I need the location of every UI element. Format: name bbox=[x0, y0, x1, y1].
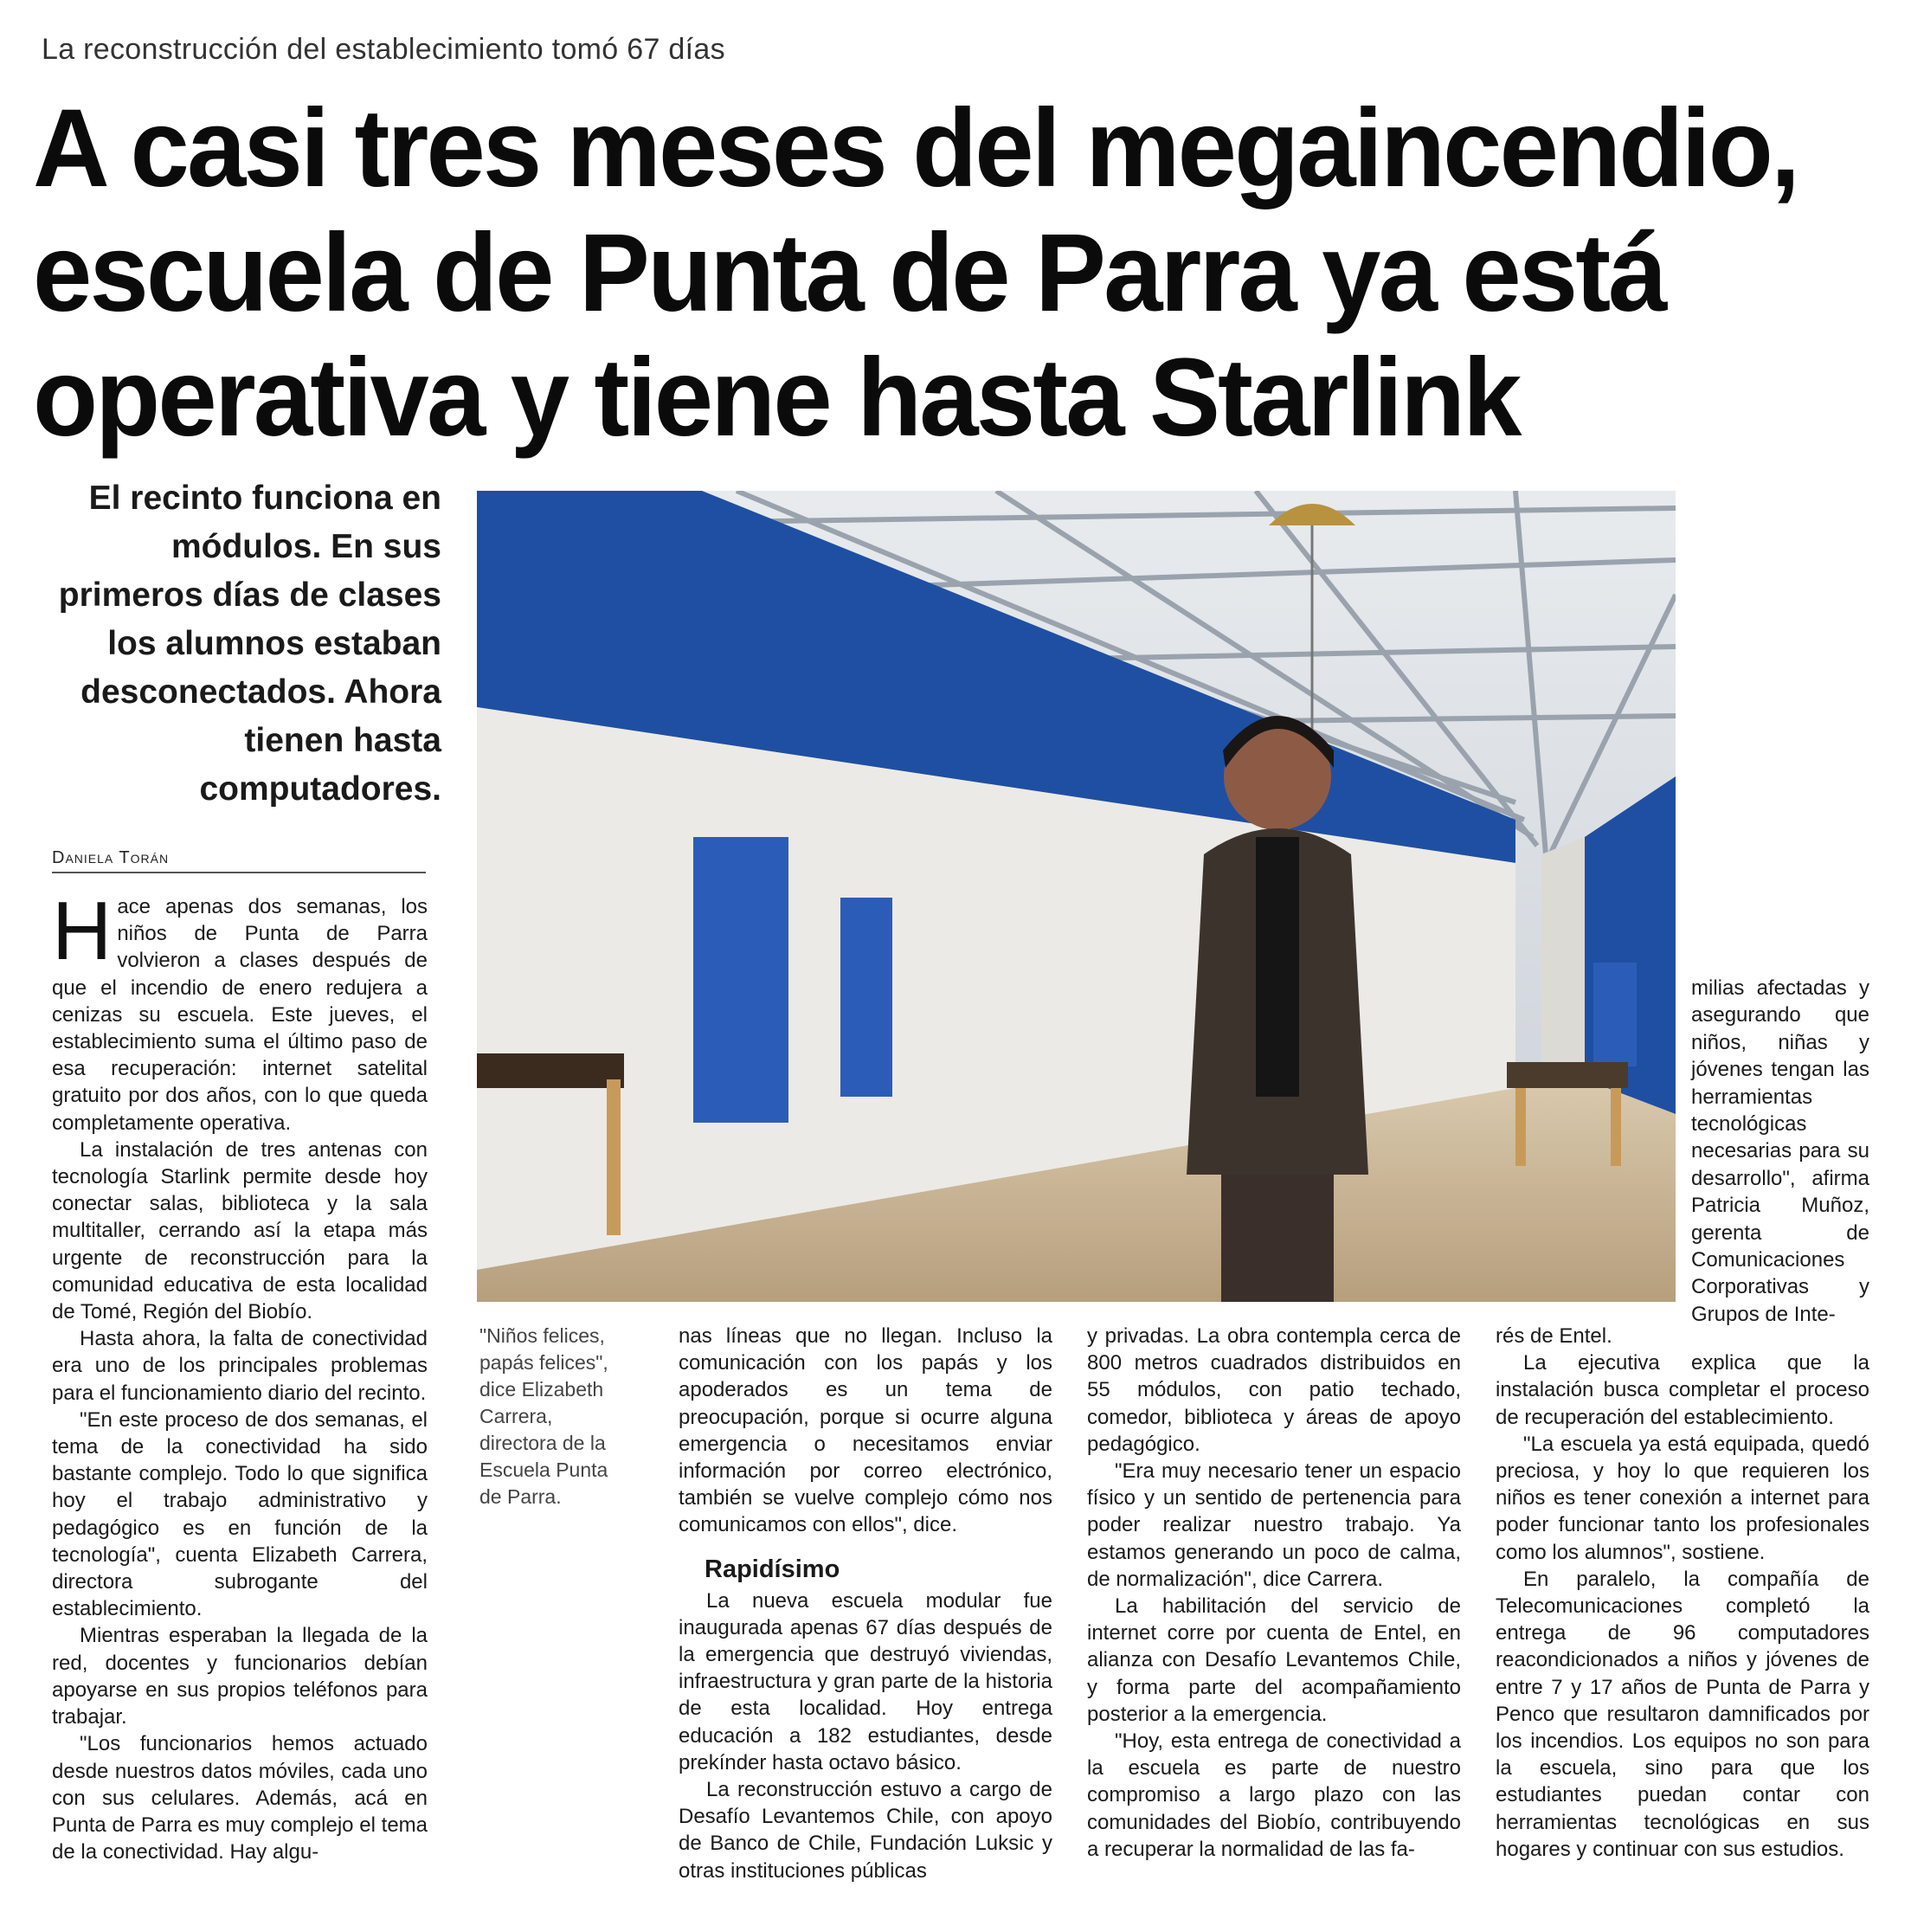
paragraph: rés de Entel. bbox=[1496, 1324, 1612, 1348]
deck-summary: El recinto funciona en módulos. En sus primeros días de clases los alumnos estaban desconectados. Ahora tienen hasta computadores. bbox=[58, 480, 441, 808]
paragraph: La nueva escuela modular fue inaugurada apenas 67 días después de la emergencia que destruyó viviendas, infraestructura y gran parte de la historia de esta localidad. Hoy entrega educación a 182 estudiantes, desde prekínder hasta octavo básico. bbox=[679, 1588, 1052, 1774]
article-column-2 bbox=[679, 1323, 1052, 1884]
paragraph: "Los funcionarios hemos actuado desde nuestros datos móviles, cada uno con sus celulares. Además, acá en Punta de Parra es muy complejo el tema de la conectividad. Hay algu- bbox=[52, 1732, 428, 1864]
paragraph: "Hoy, esta entrega de conectividad a la escuela es parte de nuestro compromiso a largo plazo con las comunidades del Biobío, contribuyendo a recuperar la normalidad de las fa- bbox=[1087, 1729, 1461, 1861]
kicker: La reconstrucción del establecimiento tomó 67 días bbox=[42, 33, 725, 66]
headline-line-2: escuela de Punta de Parra ya está bbox=[33, 211, 1665, 335]
headline-line-3: operativa y tiene hasta Starlink bbox=[33, 336, 1520, 460]
paragraph: nas líneas que no llegan. Incluso la comunicación con los papás y los apoderados es un tema de preocupación, porque si ocurre alguna emergencia o necesitamos enviar información por correo electrónico, también se vuelve complejo cómo nos comunicamos con ellos", dice. bbox=[679, 1324, 1052, 1537]
article-column-1 bbox=[52, 885, 428, 1865]
paragraph: La ejecutiva explica que la instalación busca completar el proceso de recuperación del establecimiento. bbox=[1496, 1351, 1869, 1429]
subheading: Rapidísimo bbox=[705, 1555, 840, 1583]
photo-school-hallway-icon bbox=[477, 491, 1676, 1302]
drop-cap: H bbox=[52, 885, 113, 977]
paragraph: En paralelo, la compañía de Telecomunicaciones completó la entrega de 96 computadores reacondicionados a niños y jóvenes de entre 7 y 17 años de Punta de Parra y Penco que resultaron damnificados por los incendios. Los equipos no son para la escuela, sino para que los estudiantes puedan contar con herramientas tecnológicas en sus hogares y continuar con sus estudios. bbox=[1496, 1567, 1869, 1861]
article-column-3 bbox=[1087, 1323, 1461, 1863]
headline bbox=[33, 87, 1811, 460]
paragraph: Hasta ahora, la falta de conectividad era uno de los principales problemas para el funcionamiento diario del recinto. bbox=[52, 1327, 428, 1405]
paragraph: "Era muy necesario tener un espacio físico y un sentido de pertenencia para poder realizar nuestro trabajo. Ya estamos generando un poco de calma, de normalización", dice Carrera. bbox=[1087, 1459, 1461, 1591]
paragraph: Mientras esperaban la llegada de la red, docentes y funcionarios debían apoyarse en sus propios teléfonos para trabajar. bbox=[52, 1624, 428, 1729]
paragraph: La habilitación del servicio de internet corre por cuenta de Entel, en alianza con Desafío Levantemos Chile, y forma parte del acompañamiento posterior a la emergencia. bbox=[1087, 1594, 1461, 1726]
paragraph: La instalación de tres antenas con tecnología Starlink permite desde hoy conectar salas, biblioteca y la sala multitaller, cerrando así la etapa más urgente de reconstrucción para la comunidad educativa de esta localidad de Tomé, Región del Biobío. bbox=[52, 1137, 428, 1324]
article-column-4-top bbox=[1691, 975, 1869, 1328]
paragraph: "La escuela ya está equipada, quedó preciosa, y hoy lo que requieren los niños es tener conexión a internet para poder funcionar tanto los profesionales como los alumnos", sostiene. bbox=[1496, 1432, 1869, 1564]
headline-line-1: A casi tres meses del megaincendio, bbox=[33, 87, 1798, 210]
photo-caption: "Niños felices, papás felices", dice Elizabeth Carrera, directora de la Escuela Punta de Parra. bbox=[479, 1324, 608, 1508]
paragraph: y privadas. La obra contempla cerca de 800 metros cuadrados distribuidos en 55 módulos, con patio techado, comedor, biblioteca y áreas de apoyo pedagógico. bbox=[1087, 1324, 1461, 1456]
article-column-4 bbox=[1496, 1323, 1869, 1863]
paragraph: "En este proceso de dos semanas, el tema de la conectividad ha sido bastante complejo. Todo lo que significa hoy el trabajo administrativo y pedagógico es en función de la tecnología", cuenta Elizabeth Carrera, directora subrogante del establecimiento. bbox=[52, 1407, 428, 1621]
paragraph: La reconstrucción estuvo a cargo de Desafío Levantemos Chile, con apoyo de Banco de Chile, Fundación Luksic y otras instituciones públicas bbox=[679, 1778, 1052, 1883]
article-photo bbox=[477, 491, 1676, 1302]
paragraph-text: ace apenas dos semanas, los niños de Punta de Parra volvieron a clases después de que el incendio de enero redujera a cenizas su escuela. Este jueves, el establecimiento suma el último paso de esa recuperación: internet satelital gratuito por dos años, con lo que queda completamente operativa. bbox=[52, 895, 428, 1135]
paragraph bbox=[52, 885, 428, 1137]
byline: Daniela Torán bbox=[52, 848, 426, 873]
paragraph: milias afectadas y asegurando que niños, niñas y jóvenes tengan las herramientas tecnológicas necesarias para su desarrollo", afirma Patricia Muñoz, gerenta de Comunicaciones Corporativas y Grupos de Inte- bbox=[1691, 976, 1869, 1326]
